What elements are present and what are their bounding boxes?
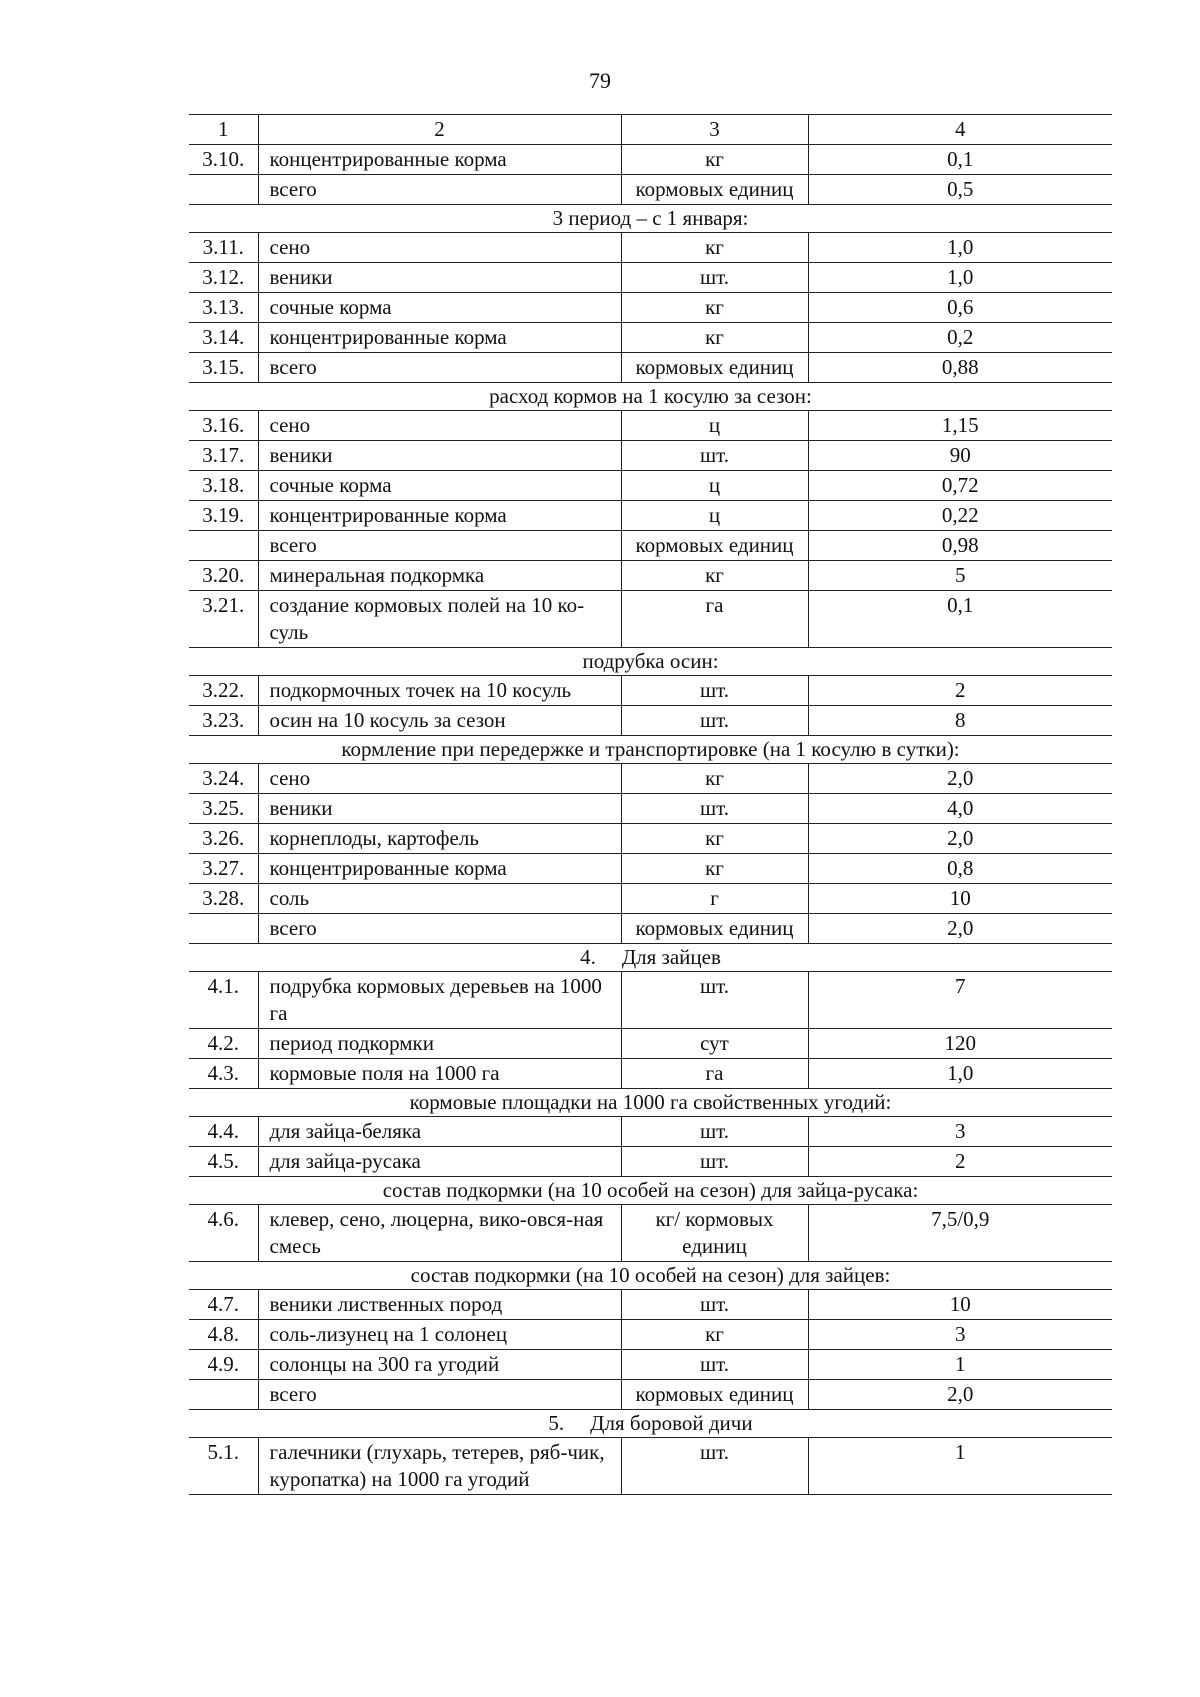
item-number: 3.28. <box>189 884 258 914</box>
item-value: 8 <box>808 706 1112 736</box>
column-number-row <box>189 115 1112 145</box>
item-unit: г <box>621 884 808 914</box>
item-name: создание кормовых полей на 10 ко-суль <box>258 591 621 648</box>
item-unit: га <box>621 1059 808 1089</box>
item-name: кормовые поля на 1000 га <box>258 1059 621 1089</box>
column-number: 1 <box>189 115 258 145</box>
section-heading-number: 5. <box>548 1411 565 1435</box>
item-number: 4.1. <box>189 972 258 1029</box>
table-row <box>189 1147 1112 1177</box>
table-row <box>189 1380 1112 1410</box>
item-name: веники лиственных пород <box>258 1290 621 1320</box>
item-name: галечники (глухарь, тетерев, ряб-чик, куропатка) на 1000 га угодий <box>258 1438 621 1495</box>
item-number <box>189 175 258 205</box>
item-value: 90 <box>808 441 1112 471</box>
section-heading-text: Для боровой дичи <box>590 1411 753 1435</box>
item-unit: кг <box>621 233 808 263</box>
item-value: 1,0 <box>808 233 1112 263</box>
table-row <box>189 1205 1112 1262</box>
item-number: 4.7. <box>189 1290 258 1320</box>
item-unit: кг <box>621 323 808 353</box>
table-row <box>189 145 1112 175</box>
table-row <box>189 854 1112 884</box>
item-value: 2 <box>808 676 1112 706</box>
table-row <box>189 706 1112 736</box>
item-value: 0,98 <box>808 531 1112 561</box>
table-row <box>189 972 1112 1029</box>
item-number: 3.24. <box>189 764 258 794</box>
table-row <box>189 824 1112 854</box>
table-row <box>189 175 1112 205</box>
item-name: всего <box>258 353 621 383</box>
item-number: 4.3. <box>189 1059 258 1089</box>
section-heading-row <box>189 1410 1112 1438</box>
item-unit: кормовых единиц <box>621 175 808 205</box>
table-row <box>189 591 1112 648</box>
section-row <box>189 1262 1112 1290</box>
item-name: всего <box>258 531 621 561</box>
item-value: 0,88 <box>808 353 1112 383</box>
item-number: 3.17. <box>189 441 258 471</box>
item-number: 3.12. <box>189 263 258 293</box>
section-title: состав подкормки (на 10 особей на сезон) для зайца-русака: <box>189 1177 1112 1205</box>
item-unit: га <box>621 591 808 648</box>
item-unit: кормовых единиц <box>621 353 808 383</box>
item-value: 1,15 <box>808 411 1112 441</box>
section-heading <box>189 1410 1112 1438</box>
item-name: веники <box>258 441 621 471</box>
table-body <box>189 115 1112 1495</box>
item-name: минеральная подкормка <box>258 561 621 591</box>
table-row <box>189 1117 1112 1147</box>
column-number: 2 <box>258 115 621 145</box>
item-number <box>189 531 258 561</box>
item-number: 3.26. <box>189 824 258 854</box>
item-number: 3.13. <box>189 293 258 323</box>
item-value: 0,5 <box>808 175 1112 205</box>
item-unit: кг <box>621 145 808 175</box>
item-number: 4.8. <box>189 1320 258 1350</box>
item-number: 4.4. <box>189 1117 258 1147</box>
table-row <box>189 501 1112 531</box>
item-name: соль-лизунец на 1 солонец <box>258 1320 621 1350</box>
item-number: 3.10. <box>189 145 258 175</box>
table-row <box>189 764 1112 794</box>
item-name: концентрированные корма <box>258 323 621 353</box>
table-row <box>189 441 1112 471</box>
item-name: солонцы на 300 га угодий <box>258 1350 621 1380</box>
table-row <box>189 323 1112 353</box>
item-value: 10 <box>808 884 1112 914</box>
item-unit: кг <box>621 824 808 854</box>
item-name: концентрированные корма <box>258 501 621 531</box>
page-number: 79 <box>589 68 611 93</box>
table-row <box>189 531 1112 561</box>
item-number: 3.15. <box>189 353 258 383</box>
item-value: 2,0 <box>808 764 1112 794</box>
table-row <box>189 1438 1112 1495</box>
section-row <box>189 736 1112 764</box>
item-value: 1,0 <box>808 1059 1112 1089</box>
item-value: 0,1 <box>808 145 1112 175</box>
item-name: всего <box>258 1380 621 1410</box>
item-number: 4.5. <box>189 1147 258 1177</box>
table-row <box>189 263 1112 293</box>
column-number: 4 <box>808 115 1112 145</box>
item-name: для зайца-русака <box>258 1147 621 1177</box>
norms-table <box>189 114 1112 1495</box>
item-value: 2,0 <box>808 914 1112 944</box>
item-unit: шт. <box>621 263 808 293</box>
item-name: соль <box>258 884 621 914</box>
column-number: 3 <box>621 115 808 145</box>
item-unit: кормовых единиц <box>621 531 808 561</box>
item-name: осин на 10 косуль за сезон <box>258 706 621 736</box>
table-row <box>189 676 1112 706</box>
table-row <box>189 1350 1112 1380</box>
item-name: сено <box>258 411 621 441</box>
item-unit: шт. <box>621 1350 808 1380</box>
item-value: 1 <box>808 1350 1112 1380</box>
section-heading-number: 4. <box>580 945 596 969</box>
item-unit: шт. <box>621 972 808 1029</box>
section-title: состав подкормки (на 10 особей на сезон) для зайцев: <box>189 1262 1112 1290</box>
item-unit: шт. <box>621 441 808 471</box>
section-row <box>189 205 1112 233</box>
section-title: 3 период – с 1 января: <box>189 205 1112 233</box>
item-name: для зайца-беляка <box>258 1117 621 1147</box>
item-value: 2,0 <box>808 824 1112 854</box>
item-unit: шт. <box>621 794 808 824</box>
table-row <box>189 561 1112 591</box>
item-value: 3 <box>808 1117 1112 1147</box>
item-name: период подкормки <box>258 1029 621 1059</box>
item-unit: кг <box>621 561 808 591</box>
item-value: 1,0 <box>808 263 1112 293</box>
table-row <box>189 233 1112 263</box>
section-title: расход кормов на 1 косулю за сезон: <box>189 383 1112 411</box>
item-value: 7,5/0,9 <box>808 1205 1112 1262</box>
item-name: концентрированные корма <box>258 854 621 884</box>
item-value: 0,1 <box>808 591 1112 648</box>
table-row <box>189 411 1112 441</box>
section-row <box>189 1177 1112 1205</box>
section-title: кормовые площадки на 1000 га свойственных угодий: <box>189 1089 1112 1117</box>
section-title: кормление при передержке и транспортировке (на 1 косулю в сутки): <box>189 736 1112 764</box>
table-row <box>189 293 1112 323</box>
item-unit: ц <box>621 471 808 501</box>
item-value: 5 <box>808 561 1112 591</box>
item-value: 120 <box>808 1029 1112 1059</box>
item-value: 3 <box>808 1320 1112 1350</box>
item-name: сочные корма <box>258 293 621 323</box>
item-unit: шт. <box>621 1290 808 1320</box>
table-row <box>189 1059 1112 1089</box>
table-row <box>189 1320 1112 1350</box>
item-unit: шт. <box>621 1147 808 1177</box>
item-name: подкормочных точек на 10 косуль <box>258 676 621 706</box>
item-name: сено <box>258 764 621 794</box>
item-number: 3.19. <box>189 501 258 531</box>
item-number: 3.25. <box>189 794 258 824</box>
item-value: 10 <box>808 1290 1112 1320</box>
item-number: 3.22. <box>189 676 258 706</box>
item-value: 0,22 <box>808 501 1112 531</box>
item-unit: ц <box>621 501 808 531</box>
item-unit: кг <box>621 854 808 884</box>
item-unit: кг <box>621 1320 808 1350</box>
item-number: 3.27. <box>189 854 258 884</box>
item-name: сочные корма <box>258 471 621 501</box>
item-number: 3.20. <box>189 561 258 591</box>
item-name: подрубка кормовых деревьев на 1000 га <box>258 972 621 1029</box>
table-row <box>189 471 1112 501</box>
item-number <box>189 914 258 944</box>
item-number: 3.23. <box>189 706 258 736</box>
table-row <box>189 884 1112 914</box>
item-unit: шт. <box>621 1117 808 1147</box>
item-number <box>189 1380 258 1410</box>
table-row <box>189 794 1112 824</box>
section-row <box>189 1089 1112 1117</box>
item-unit: кг <box>621 764 808 794</box>
item-name: клевер, сено, люцерна, вико-овся-ная смесь <box>258 1205 621 1262</box>
section-title: подрубка осин: <box>189 648 1112 676</box>
table-row <box>189 1290 1112 1320</box>
item-unit: шт. <box>621 706 808 736</box>
item-unit: ц <box>621 411 808 441</box>
item-name: всего <box>258 175 621 205</box>
item-unit: шт. <box>621 676 808 706</box>
item-unit: кормовых единиц <box>621 914 808 944</box>
item-value: 2 <box>808 1147 1112 1177</box>
item-number: 3.14. <box>189 323 258 353</box>
item-number: 4.2. <box>189 1029 258 1059</box>
section-row <box>189 648 1112 676</box>
item-name: концентрированные корма <box>258 145 621 175</box>
item-number: 3.11. <box>189 233 258 263</box>
item-name: веники <box>258 263 621 293</box>
item-number: 3.18. <box>189 471 258 501</box>
item-unit: кг/ кормовых единиц <box>621 1205 808 1262</box>
item-number: 3.16. <box>189 411 258 441</box>
item-number: 5.1. <box>189 1438 258 1495</box>
item-unit: кг <box>621 293 808 323</box>
item-value: 4,0 <box>808 794 1112 824</box>
table-row <box>189 1029 1112 1059</box>
item-value: 1 <box>808 1438 1112 1495</box>
item-value: 0,8 <box>808 854 1112 884</box>
item-value: 0,2 <box>808 323 1112 353</box>
item-number: 4.6. <box>189 1205 258 1262</box>
item-value: 0,6 <box>808 293 1112 323</box>
item-unit: шт. <box>621 1438 808 1495</box>
item-name: всего <box>258 914 621 944</box>
section-row <box>189 383 1112 411</box>
table-row <box>189 353 1112 383</box>
item-unit: сут <box>621 1029 808 1059</box>
item-number: 3.21. <box>189 591 258 648</box>
item-value: 2,0 <box>808 1380 1112 1410</box>
item-name: сено <box>258 233 621 263</box>
item-name: корнеплоды, картофель <box>258 824 621 854</box>
section-heading-row <box>189 944 1112 972</box>
item-value: 7 <box>808 972 1112 1029</box>
section-heading-text: Для зайцев <box>621 945 721 969</box>
item-name: веники <box>258 794 621 824</box>
table-row <box>189 914 1112 944</box>
item-number: 4.9. <box>189 1350 258 1380</box>
item-unit: кормовых единиц <box>621 1380 808 1410</box>
section-heading <box>189 944 1112 972</box>
item-value: 0,72 <box>808 471 1112 501</box>
